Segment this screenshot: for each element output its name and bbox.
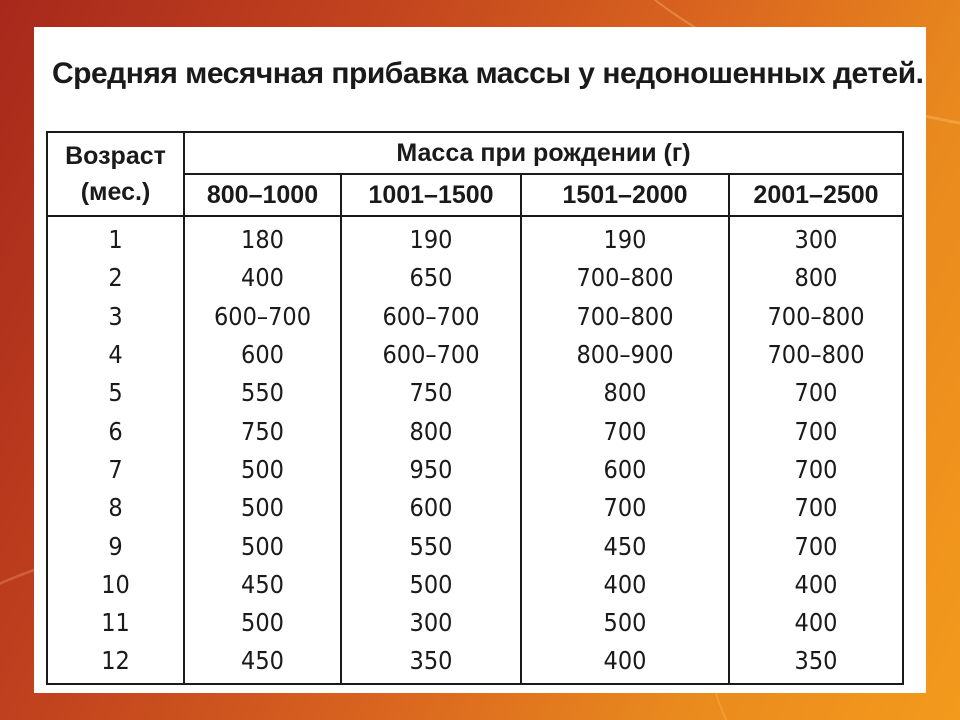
table-cell: 190 [521, 216, 729, 259]
slide-content-panel [34, 27, 926, 693]
table-row [47, 566, 903, 604]
table-cell: 400 [521, 642, 729, 683]
table-cell: 400 [184, 259, 341, 297]
table-cell: 3 [47, 298, 184, 336]
table-cell: 800 [521, 374, 729, 412]
table-cell: 800 [341, 412, 521, 450]
table-cell: 700–800 [729, 298, 903, 336]
table-cell: 8 [47, 489, 184, 527]
column-header: 1501–2000 [521, 174, 729, 216]
column-header: 2001–2500 [729, 174, 903, 216]
table-cell: 7 [47, 451, 184, 489]
table-cell: 5 [47, 374, 184, 412]
table-cell: 650 [341, 259, 521, 297]
age-column-header [47, 132, 184, 216]
table-cell: 190 [341, 216, 521, 259]
table-cell: 700 [729, 412, 903, 450]
table-cell: 700–800 [521, 298, 729, 336]
table-cell: 500 [521, 604, 729, 642]
table-row [47, 489, 903, 527]
table-cell: 350 [729, 642, 903, 683]
table-cell: 700 [729, 489, 903, 527]
table-cell: 600–700 [184, 298, 341, 336]
table-cell: 700 [729, 527, 903, 565]
table-cell: 600 [184, 336, 341, 374]
table-cell: 750 [341, 374, 521, 412]
table-cell: 1 [47, 216, 184, 259]
age-header-line1: Возраст [65, 142, 166, 170]
birth-weight-group-header: Масса при рождении (г) [184, 132, 903, 174]
table-cell: 400 [729, 604, 903, 642]
table-cell: 700 [729, 451, 903, 489]
table-cell: 600 [521, 451, 729, 489]
table-row [47, 604, 903, 642]
table-row [47, 336, 903, 374]
table-cell: 600 [341, 489, 521, 527]
table-cell: 600–700 [341, 336, 521, 374]
table-row [47, 642, 903, 683]
table-cell: 10 [47, 566, 184, 604]
table-cell: 450 [184, 566, 341, 604]
table-cell: 500 [184, 527, 341, 565]
table-cell: 300 [341, 604, 521, 642]
table-cell: 400 [521, 566, 729, 604]
column-header: 800–1000 [184, 174, 341, 216]
table-cell: 11 [47, 604, 184, 642]
table-row [47, 298, 903, 336]
table-row [47, 216, 903, 259]
table-cell: 500 [184, 451, 341, 489]
table-row [47, 412, 903, 450]
table-cell: 9 [47, 527, 184, 565]
table-cell: 550 [184, 374, 341, 412]
table-cell: 800 [729, 259, 903, 297]
slide-title: Средняя месячная прибавка массы у недоношенных детей. [52, 57, 924, 90]
table-row [47, 259, 903, 297]
weight-gain-table [46, 131, 904, 685]
table-row [47, 527, 903, 565]
table-cell: 700 [729, 374, 903, 412]
table-cell: 12 [47, 642, 184, 683]
table-cell: 6 [47, 412, 184, 450]
table-cell: 350 [341, 642, 521, 683]
table-row [47, 374, 903, 412]
table-cell: 750 [184, 412, 341, 450]
table-cell: 700–800 [729, 336, 903, 374]
age-header-line2: (мес.) [80, 178, 151, 206]
table-cell: 600–700 [341, 298, 521, 336]
table-cell: 700 [521, 412, 729, 450]
table-cell: 2 [47, 259, 184, 297]
table-cell: 450 [521, 527, 729, 565]
table-cell: 800–900 [521, 336, 729, 374]
table-cell: 400 [729, 566, 903, 604]
column-header: 1001–1500 [341, 174, 521, 216]
table-cell: 180 [184, 216, 341, 259]
table-cell: 500 [184, 489, 341, 527]
table-cell: 550 [341, 527, 521, 565]
table-cell: 450 [184, 642, 341, 683]
table-cell: 300 [729, 216, 903, 259]
table-cell: 950 [341, 451, 521, 489]
table-cell: 700–800 [521, 259, 729, 297]
table-cell: 500 [341, 566, 521, 604]
table-cell: 4 [47, 336, 184, 374]
table-row [47, 451, 903, 489]
table-cell: 700 [521, 489, 729, 527]
table-cell: 500 [184, 604, 341, 642]
